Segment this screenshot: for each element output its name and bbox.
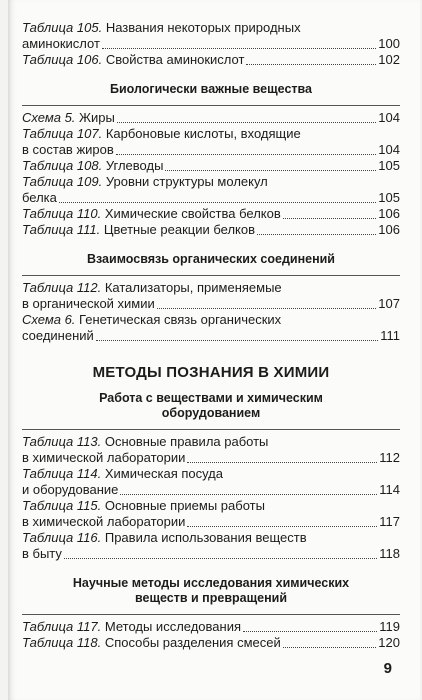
toc-entry xyxy=(22,434,400,466)
toc-entry-text xyxy=(22,466,223,482)
dot-leader xyxy=(283,218,377,219)
toc-entry-text xyxy=(22,635,281,651)
toc-entry-line xyxy=(22,450,400,466)
toc-group-top xyxy=(22,20,400,68)
toc-entry-line xyxy=(22,635,400,651)
toc-entry-line xyxy=(22,530,400,546)
toc-page-number: 117 xyxy=(379,514,400,529)
toc-entry-line xyxy=(22,312,400,328)
toc-entry-line xyxy=(22,466,400,482)
toc-entry-label: Таблица 105. xyxy=(22,20,103,35)
toc-entry-text xyxy=(22,280,282,296)
toc-entry-title: Названия некоторых природных xyxy=(105,20,301,35)
dot-leader xyxy=(157,308,377,309)
dot-leader xyxy=(120,494,377,495)
chapter-title: МЕТОДЫ ПОЗНАНИЯ В ХИМИИ xyxy=(92,364,330,381)
dot-leader xyxy=(116,154,377,155)
section-title-bio: Биологически важные вещества xyxy=(109,82,313,96)
toc-entry xyxy=(22,126,400,158)
toc-entry-line xyxy=(22,280,400,296)
toc-entry-text xyxy=(22,482,118,498)
toc-entry-line xyxy=(22,110,400,126)
toc-page-number: 114 xyxy=(379,482,400,497)
toc-entry-line xyxy=(22,206,400,222)
toc-entry xyxy=(22,20,400,52)
toc-entry-title: аминокислот xyxy=(22,36,100,51)
dot-leader xyxy=(246,64,376,65)
dot-leader xyxy=(64,558,377,559)
toc-entry-line xyxy=(22,190,400,206)
toc-entry-title: Правила использования веществ xyxy=(104,530,307,545)
toc-entry-label: Схема 6. xyxy=(22,312,76,327)
toc-entry-line xyxy=(22,142,400,158)
toc-entry-text xyxy=(22,158,163,174)
dot-leader xyxy=(283,647,377,648)
toc-entry-line xyxy=(22,328,400,344)
toc-entry-title: Жиры xyxy=(79,110,115,125)
section-divider xyxy=(22,275,400,276)
toc-page-number: 111 xyxy=(380,328,400,343)
toc-entry-title: в химической лаборатории xyxy=(22,514,186,529)
toc-entry-text xyxy=(22,206,281,222)
toc-entry-title: Катализаторы, применяемые xyxy=(104,280,282,295)
page-number: 9 xyxy=(383,660,392,677)
toc-entry-line xyxy=(22,546,400,562)
toc-entry-label: Схема 5. xyxy=(22,110,76,125)
toc-entry-label: Таблица 116. xyxy=(22,530,102,545)
toc-entry-title: соединений xyxy=(22,328,94,343)
toc-entry-label: Таблица 114. xyxy=(22,466,102,481)
section-title-line: веществ и превращений xyxy=(134,591,288,605)
toc-entry-label: Таблица 109. xyxy=(22,174,103,189)
toc-entry-label: Таблица 106. xyxy=(22,52,103,67)
section-divider xyxy=(22,429,400,430)
toc-entry-title: в быту xyxy=(22,546,62,561)
section-title-line: оборудованием xyxy=(161,406,261,420)
toc-entry-title: Уровни структуры молекул xyxy=(105,174,268,189)
toc-group-work xyxy=(22,434,400,562)
toc-page-number: 107 xyxy=(378,296,400,311)
toc-entry-label: Таблица 115. xyxy=(22,498,102,513)
toc-entry-line xyxy=(22,126,400,142)
toc-entry-text xyxy=(22,450,185,466)
toc-entry-text xyxy=(22,530,307,546)
toc-entry-label: Таблица 107. xyxy=(22,126,103,141)
toc-entry-title: в химической лаборатории xyxy=(22,450,186,465)
section-title-line: Научные методы исследования химических xyxy=(72,576,350,590)
toc-entry-line xyxy=(22,52,400,68)
toc-page-number: 100 xyxy=(378,36,400,51)
toc-entry-title: в состав жиров xyxy=(22,142,114,157)
toc-entry-line xyxy=(22,482,400,498)
toc-entry-text xyxy=(22,52,244,68)
toc-entry xyxy=(22,619,400,635)
dot-leader xyxy=(187,526,377,527)
toc-entry-title: Основные правила работы xyxy=(104,434,269,449)
table-of-contents xyxy=(22,20,400,651)
toc-entry-text xyxy=(22,434,268,450)
toc-entry-text xyxy=(22,174,268,190)
toc-entry-title: Химические свойства белков xyxy=(104,206,281,221)
toc-group-relations xyxy=(22,280,400,344)
toc-entry-text xyxy=(22,546,62,562)
toc-entry-title: Способы разделения смесей xyxy=(104,635,281,650)
toc-page-number: 106 xyxy=(378,206,400,221)
toc-entry xyxy=(22,312,400,344)
toc-entry-line xyxy=(22,434,400,450)
toc-entry-line xyxy=(22,498,400,514)
toc-page-number: 104 xyxy=(378,110,400,125)
toc-entry-label: Таблица 118. xyxy=(22,635,102,650)
toc-entry-label: Таблица 108. xyxy=(22,158,103,173)
toc-entry-text xyxy=(22,328,94,344)
section-title-relations: Взаимосвязь органических соединений xyxy=(86,252,335,266)
dot-leader xyxy=(117,122,376,123)
toc-page-number: 106 xyxy=(378,222,400,237)
toc-entry-text xyxy=(22,498,265,514)
toc-entry xyxy=(22,52,400,68)
toc-entry-title: Методы исследования xyxy=(104,619,242,634)
toc-entry xyxy=(22,280,400,312)
toc-entry-title: Химическая посуда xyxy=(104,466,224,481)
section-title-work xyxy=(22,391,400,421)
toc-entry-title: Углеводы xyxy=(105,158,164,173)
toc-entry-line xyxy=(22,36,400,52)
toc-page-number: 118 xyxy=(379,546,400,561)
section-title-line: Работа с веществами и химическим xyxy=(99,391,323,405)
toc-page-number: 104 xyxy=(378,142,400,157)
toc-page-number: 112 xyxy=(379,450,400,465)
toc-entry-text xyxy=(22,36,100,52)
toc-entry-text xyxy=(22,190,57,206)
toc-entry-line xyxy=(22,514,400,530)
toc-page-number: 105 xyxy=(378,158,400,173)
dot-leader xyxy=(257,234,376,235)
toc-entry xyxy=(22,158,400,174)
toc-entry-line xyxy=(22,619,400,635)
toc-entry xyxy=(22,222,400,238)
toc-entry-text xyxy=(22,20,301,36)
dot-leader xyxy=(165,170,376,171)
toc-entry-text xyxy=(22,312,281,328)
toc-page-number: 119 xyxy=(379,619,400,634)
toc-entry-text xyxy=(22,126,301,142)
toc-entry-title: Карбоновые кислоты, входящие xyxy=(105,126,301,141)
dot-leader xyxy=(243,631,377,632)
toc-entry xyxy=(22,466,400,498)
dot-leader xyxy=(187,462,377,463)
toc-entry-line xyxy=(22,158,400,174)
dot-leader xyxy=(102,48,376,49)
toc-entry-label: Таблица 110. xyxy=(22,206,102,221)
toc-entry xyxy=(22,530,400,562)
toc-entry-text xyxy=(22,222,255,238)
toc-entry-label: Таблица 111. xyxy=(22,222,101,237)
toc-entry-label: Таблица 117. xyxy=(22,619,102,634)
toc-group-methods xyxy=(22,619,400,651)
toc-entry xyxy=(22,635,400,651)
toc-entry-label: Таблица 113. xyxy=(22,434,102,449)
toc-entry-text xyxy=(22,514,185,530)
book-page xyxy=(8,0,420,700)
toc-entry-line xyxy=(22,296,400,312)
toc-entry-line xyxy=(22,20,400,36)
section-title-methods xyxy=(22,576,400,606)
dot-leader xyxy=(96,340,378,341)
toc-entry-title: и оборудование xyxy=(22,482,119,497)
toc-entry-text xyxy=(22,110,115,126)
toc-entry-title: Цветные реакции белков xyxy=(103,222,256,237)
toc-entry-title: Основные приемы работы xyxy=(104,498,265,513)
toc-entry xyxy=(22,498,400,530)
section-divider xyxy=(22,105,400,106)
toc-entry xyxy=(22,110,400,126)
toc-entry-title: белка xyxy=(22,190,57,205)
toc-entry-line xyxy=(22,222,400,238)
toc-entry-label: Таблица 112. xyxy=(22,280,102,295)
toc-page-number: 120 xyxy=(378,635,400,650)
dot-leader xyxy=(59,202,376,203)
toc-entry-line xyxy=(22,174,400,190)
toc-entry-text xyxy=(22,619,241,635)
toc-entry-title: Генетическая связь органических xyxy=(79,312,282,327)
toc-entry xyxy=(22,206,400,222)
section-divider xyxy=(22,614,400,615)
toc-entry-text xyxy=(22,142,114,158)
toc-entry-title: Свойства аминокислот xyxy=(105,52,245,67)
toc-entry-title: в органической химии xyxy=(22,296,155,311)
toc-group-bio xyxy=(22,110,400,238)
toc-page-number: 102 xyxy=(378,52,400,67)
toc-page-number: 105 xyxy=(378,190,400,205)
toc-entry xyxy=(22,174,400,206)
toc-entry-text xyxy=(22,296,155,312)
